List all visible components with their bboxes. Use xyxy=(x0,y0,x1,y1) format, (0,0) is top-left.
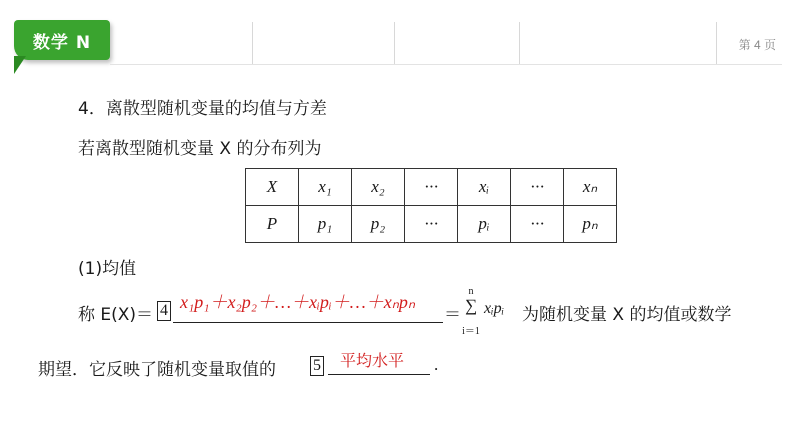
answer-average-level: 平均水平 xyxy=(340,351,405,370)
table-cell: ··· xyxy=(405,169,458,206)
header-divider xyxy=(519,22,520,64)
table-cell: xₙ xyxy=(564,169,617,206)
table-cell: x₁ xyxy=(299,169,352,206)
header-divider xyxy=(716,22,717,64)
sentence-end: . xyxy=(434,355,439,374)
mean-suffix: 为随机变量 X 的均值或数学 xyxy=(522,305,732,325)
table-cell: x₂ xyxy=(352,169,405,206)
answer-underline xyxy=(328,374,430,375)
mean-label: (1)均值 xyxy=(78,259,137,279)
table-cell: p₂ xyxy=(352,206,405,243)
answer-expectation-formula: x₁p₁＋x₂p₂＋…＋xᵢpᵢ＋…＋xₙpₙ xyxy=(180,292,416,312)
table-cell: X xyxy=(246,169,299,206)
answer-underline xyxy=(173,322,443,323)
intro-text: 若离散型随机变量 X 的分布列为 xyxy=(78,139,322,159)
table-cell: p₁ xyxy=(299,206,352,243)
header-rule xyxy=(110,64,782,65)
blank-number-4: 4 xyxy=(157,301,171,321)
subject-badge xyxy=(14,20,110,60)
summation-symbol: ∑ xyxy=(464,296,478,315)
header-divider xyxy=(252,22,253,64)
table-row xyxy=(246,169,617,206)
blank-number-5: 5 xyxy=(310,356,324,376)
sum-lower-limit: i＝1 xyxy=(462,326,480,337)
table-cell: pₙ xyxy=(564,206,617,243)
header-divider xyxy=(394,22,395,64)
sum-upper-limit: n xyxy=(468,286,474,297)
table-cell: ··· xyxy=(405,206,458,243)
table-cell: ··· xyxy=(511,206,564,243)
section-heading: 4．离散型随机变量的均值与方差 xyxy=(78,99,327,119)
table-cell: ··· xyxy=(511,169,564,206)
sum-term: xᵢpᵢ xyxy=(484,300,505,317)
mean-line2: 期望．它反映了随机变量取值的 xyxy=(38,360,276,380)
table-cell: P xyxy=(246,206,299,243)
subject-label: 数学 N xyxy=(32,32,92,53)
table-row xyxy=(246,206,617,243)
distribution-table xyxy=(245,168,617,243)
table-cell: pᵢ xyxy=(458,206,511,243)
mean-prefix: 称 E(X)＝ xyxy=(78,305,154,325)
equals-sign: ＝ xyxy=(444,305,461,324)
page-number: 第 4 页 xyxy=(738,38,776,52)
badge-tail-decoration xyxy=(14,56,26,74)
table-cell: xᵢ xyxy=(458,169,511,206)
